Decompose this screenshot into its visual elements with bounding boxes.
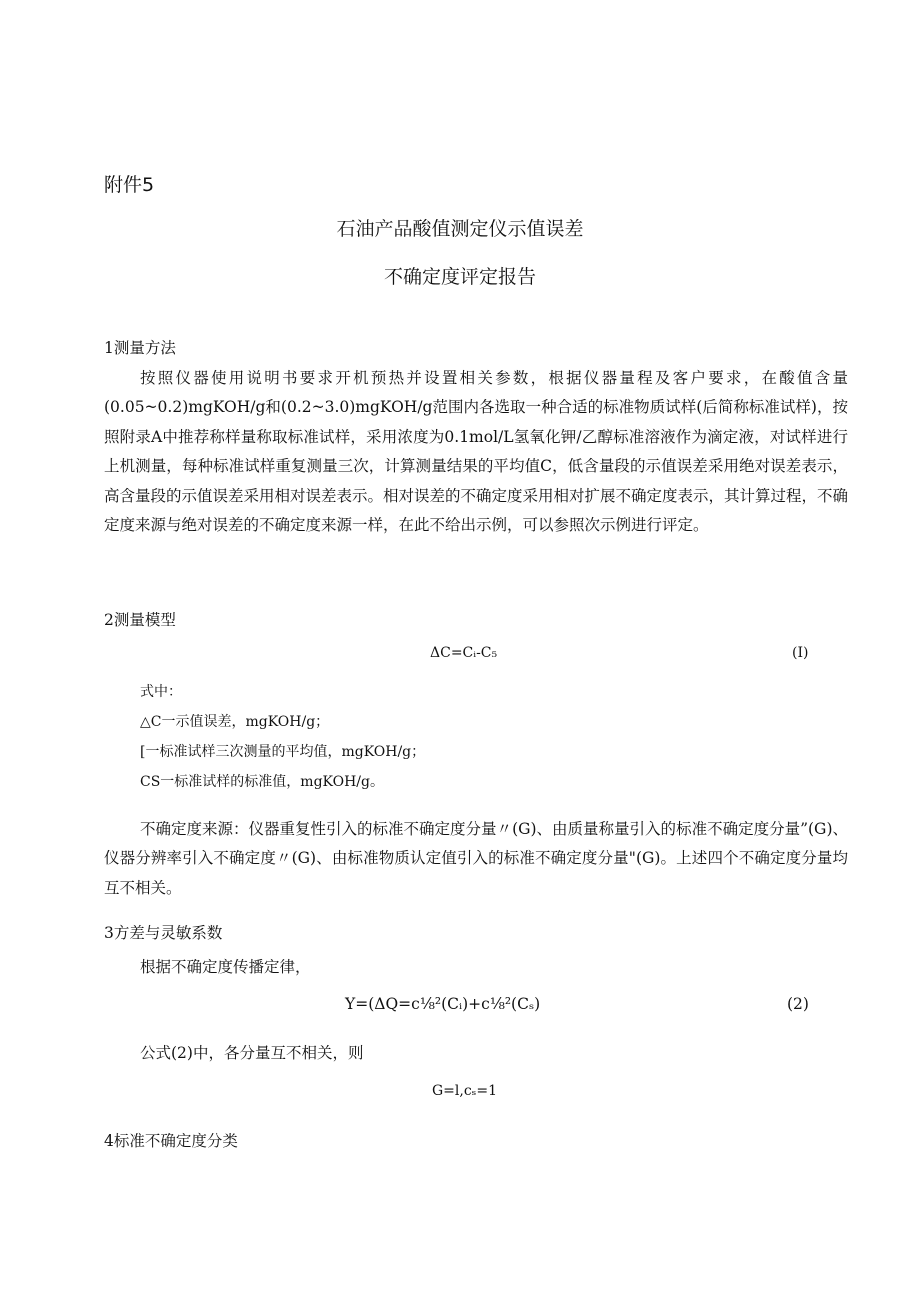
equation-1-number: (I) — [792, 645, 809, 661]
section-4-heading: 4标准不确定度分类 — [104, 1132, 238, 1150]
section-1-paragraph: 按照仪器使用说明书要求开机预热并设置相关参数，根据仪器量程及客户要求，在酸值含量(0.05~0.2)mgKOH/g和(0.2~3.0)mgKOH/g范围内各选取一种合适的标准物质试样(后简称标准试样)，按照附录A中推荐称样量称取标准试样，采用浓度为0.1mol/L氢氧化钾/乙醇标准溶液作为滴定液，对试样进行上机测量，每种标准试样重复测量三次，计算测量结果的平均值C，低含量段的示值误差采用绝对误差表示，高含量段的示值误差采用相对误差表示。相对误差的不确定度采用相对扩展不确定度表示，其计算过程，不确定度来源与绝对误差的不确定度来源一样，在此不给出示例，可以参照次示例进行评定。 — [104, 369, 849, 535]
section-2-heading: 2测量模型 — [104, 611, 176, 629]
title-line-1: 石油产品酸值测定仪示值误差 — [336, 218, 584, 240]
definition-average: [一标准试样三次测量的平均值，mgKOH/g； — [140, 744, 426, 760]
title-line-2: 不确定度评定报告 — [383, 266, 536, 288]
equation-1: ΔC=Cᵢ-C₅ — [430, 645, 498, 661]
attachment-label: 附件5 — [104, 174, 155, 196]
section-3-heading: 3方差与灵敏系数 — [104, 924, 223, 942]
formula-note: 公式(2)中，各分量互不相关，则 — [140, 1044, 364, 1062]
definition-delta-c: △C一示值误差，mgKOH/g； — [140, 714, 330, 730]
uncertainty-sources-paragraph: 不确定度来源：仪器重复性引入的标准不确定度分量〃(G)、由质量称量引入的标准不确定度分量”(G)、仪器分辨率引入不确定度〃(G)、由标准物质认定值引入的标准不确定度分量"(G)。上述四个不确定度分量均互不相关。 — [104, 820, 848, 897]
section-1-heading: 1测量方法 — [104, 339, 176, 357]
definition-standard-value: CS一标准试样的标准值，mgKOH/g。 — [140, 774, 384, 790]
equation-2-number: (2) — [787, 995, 809, 1013]
equation-2: Y=(ΔQ=c⅛²(Cᵢ)+c⅛²(Cₛ) — [345, 995, 541, 1013]
where-label: 式中： — [140, 684, 182, 700]
sensitivity-coefficients: G=l,cₛ=1 — [432, 1083, 498, 1099]
propagation-intro: 根据不确定度传播定律， — [140, 958, 311, 976]
